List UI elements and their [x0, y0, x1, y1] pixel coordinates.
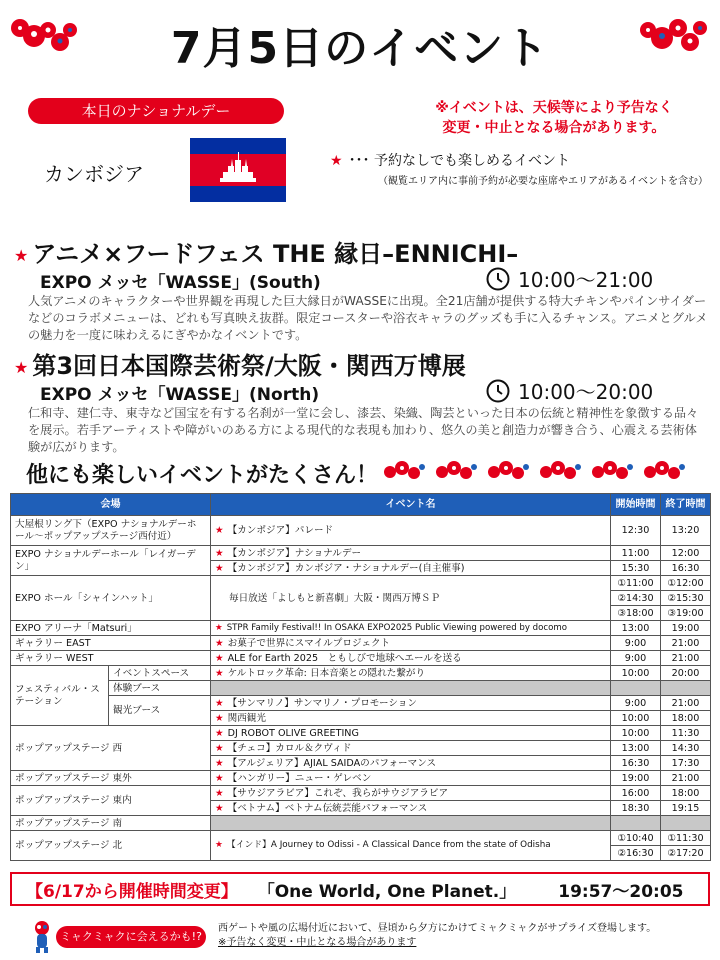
star-icon: ★	[14, 245, 29, 265]
end-time: 21:00	[661, 771, 711, 786]
table-row	[11, 576, 711, 591]
event-cell: ★ ケルトロック革命: 日本音楽との隠れた繋がり	[211, 666, 611, 681]
expo-logo-right	[636, 14, 710, 58]
event-cell: ★ お菓子で世界にスマイルプロジェクト	[211, 636, 611, 651]
clock-icon	[486, 379, 510, 403]
header-start: 開始時間	[611, 494, 661, 516]
event-cell: ★ 【ハンガリー】ニュー・ゲレベン	[211, 771, 611, 786]
end-time: 17:30	[661, 756, 711, 771]
table-row	[11, 651, 711, 666]
end-time: ②15:30	[661, 591, 711, 606]
table-row	[11, 696, 711, 711]
decoration-icon	[642, 458, 686, 484]
event-cell: ★ 【サウジアラビア】これぞ、我らがサウジアラビア	[211, 786, 611, 801]
event-cell: ★ 【ベトナム】ベトナム伝統芸能パフォーマンス	[211, 801, 611, 816]
decoration-icon	[434, 458, 478, 484]
legend	[330, 150, 708, 187]
table-row	[11, 816, 711, 831]
venue-cell: ポップアップステージ 東内	[11, 786, 211, 816]
end-time: 16:30	[661, 561, 711, 576]
star-icon: ★	[215, 525, 224, 536]
show-title: 「One World, One Planet.」	[257, 881, 517, 902]
star-icon: ★	[215, 652, 224, 664]
empty-cell	[611, 816, 661, 831]
end-time: 21:00	[661, 696, 711, 711]
start-time: ①11:00	[611, 576, 661, 591]
star-icon: ★	[215, 742, 224, 754]
start-time: 9:00	[611, 636, 661, 651]
table-row	[11, 546, 711, 561]
table-row	[11, 726, 711, 741]
start-time: ②14:30	[611, 591, 661, 606]
page-title: 7月5日のイベント	[170, 23, 550, 74]
show-time: 19:57～20:05	[558, 881, 684, 902]
event-cell: ★ STPR Family Festival!! In OSAKA EXPO2025 Public Viewing powered by docomo	[211, 621, 611, 636]
decoration-icon	[538, 458, 582, 484]
event-time: 10:00～20:00	[486, 376, 653, 405]
event-cell: ★ 【チェコ】カロル＆クヴィド	[211, 741, 611, 756]
star-icon: ★	[215, 547, 224, 559]
end-time: ③19:00	[661, 606, 711, 621]
event-description: 仁和寺、建仁寺、東寺など国宝を有する名刹が一堂に会し、漆芸、染織、陶芸といった日本の伝統と精神性を象徴する品々を展示。若手アーティストや障がいのある方による現代的な表現も加わり、悠久の美と創造力が響き合う、心震える芸術体験が広がります。	[28, 406, 699, 454]
header-event: イベント名	[211, 494, 611, 516]
start-time: 16:00	[611, 786, 661, 801]
star-icon: ★	[215, 727, 224, 739]
start-time: ③18:00	[611, 606, 661, 621]
decoration-icon	[382, 458, 426, 484]
event-cell: ★ ALE for Earth 2025 ともしびで地球へエールを送る	[211, 651, 611, 666]
venue-cell: ギャラリー EAST	[11, 636, 211, 651]
star-icon: ★	[215, 772, 224, 784]
sub-venue-cell: イベントスペース	[109, 666, 211, 681]
end-time: 21:00	[661, 636, 711, 651]
event-cell: ★ DJ ROBOT OLIVE GREETING	[211, 726, 611, 741]
start-time: 11:00	[611, 546, 661, 561]
end-time: 19:15	[661, 801, 711, 816]
table-header-row	[11, 494, 711, 516]
star-icon: ★	[215, 787, 224, 799]
start-time: 15:30	[611, 561, 661, 576]
event-cell: 毎日放送「よしもと新喜劇」大阪・関西万博ＳＰ	[211, 576, 611, 621]
star-icon: ★	[215, 712, 224, 724]
mascot-icon	[30, 920, 54, 954]
event-cell: ★ 関西観光	[211, 711, 611, 726]
end-time: ②17:20	[661, 846, 711, 861]
event-description: 人気アニメのキャラクターや世界観を再現した巨大縁日がWASSEに出現。全21店舗が提供する特大チキンやパインサイダーなどのコラボメニューは、どれも写真映え抜群。限定コースターや浴衣キャラのグッズも手に入るチャンス。アニメとグルメの魅力を一度に味わえるにぎやかなイベントです。	[28, 294, 708, 342]
event-cell: ★ 【カンボジア】カンボジア・ナショナルデー(自主催事)	[211, 561, 611, 576]
end-time: 18:00	[661, 711, 711, 726]
event-venue: EXPO メッセ「WASSE」(North)	[40, 385, 320, 405]
venue-cell: ポップアップステージ 南	[11, 816, 211, 831]
table-row	[11, 681, 711, 696]
venue-cell: フェスティバル・ステーション	[11, 666, 109, 726]
end-time: 21:00	[661, 651, 711, 666]
star-icon: ★	[215, 562, 224, 574]
empty-cell	[611, 681, 661, 696]
table-row	[11, 636, 711, 651]
empty-cell	[661, 816, 711, 831]
start-time: 10:00	[611, 726, 661, 741]
table-row	[11, 831, 711, 846]
empty-cell	[211, 816, 611, 831]
empty-cell	[661, 681, 711, 696]
end-time: ①11:30	[661, 831, 711, 846]
event-cell: ★ 【カンボジア】パレード	[211, 516, 611, 546]
event-cell: ★ 【インド】A Journey to Odissi - A Classical Dance from the state of Odisha	[211, 831, 611, 861]
star-icon: ★	[215, 622, 223, 633]
start-time: 13:00	[611, 741, 661, 756]
star-icon: ★	[215, 667, 224, 679]
end-time: 20:00	[661, 666, 711, 681]
star-icon: ★	[215, 840, 223, 850]
end-time: 12:00	[661, 546, 711, 561]
star-icon: ★	[14, 357, 29, 377]
venue-cell: EXPO アリーナ「Matsuri」	[11, 621, 211, 636]
event-title: ★ アニメ×フードフェス THE 縁日–ENNICHI–	[14, 240, 519, 268]
star-icon: ★	[215, 637, 224, 649]
time-change-label: 【6/17から開催時間変更】	[26, 881, 238, 902]
header-venue: 会場	[11, 494, 211, 516]
start-time: 19:00	[611, 771, 661, 786]
national-day-pill: 本日のナショナルデー	[28, 98, 284, 124]
sub-venue-cell: 観光ブース	[109, 696, 211, 726]
event-title: ★ 第3回日本国際芸術祭/大阪・関西万博展	[14, 352, 466, 380]
start-time: 9:00	[611, 696, 661, 711]
schedule-table	[10, 493, 711, 861]
venue-cell: ポップアップステージ 北	[11, 831, 211, 861]
venue-cell: ポップアップステージ 西	[11, 726, 211, 771]
venue-cell: 大屋根リング下（EXPO ナショナルデーホール～ポップアップステージ西付近）	[11, 516, 211, 546]
end-time: ①12:00	[661, 576, 711, 591]
event-venue: EXPO メッセ「WASSE」(South)	[40, 273, 321, 293]
end-time: 14:30	[661, 741, 711, 756]
end-time: 19:00	[661, 621, 711, 636]
legend-text: ･･･ 予約なしでも楽しめるイベント	[348, 153, 571, 169]
time-change-banner	[10, 872, 710, 906]
myaku-pill: ミャクミャクに会えるかも!?	[56, 926, 206, 948]
end-time: 18:00	[661, 786, 711, 801]
start-time: ②16:30	[611, 846, 661, 861]
start-time: ①10:40	[611, 831, 661, 846]
national-day-country: カンボジア	[44, 162, 144, 186]
venue-cell: EXPO ホール「シャインハット」	[11, 576, 211, 621]
empty-cell	[211, 681, 611, 696]
decoration-icon	[590, 458, 634, 484]
table-row	[11, 771, 711, 786]
start-time: 10:00	[611, 666, 661, 681]
clock-icon	[486, 267, 510, 291]
start-time: 9:00	[611, 651, 661, 666]
end-time: 11:30	[661, 726, 711, 741]
start-time: 18:30	[611, 801, 661, 816]
start-time: 12:30	[611, 516, 661, 546]
table-row	[11, 516, 711, 546]
star-icon: ★	[330, 153, 343, 169]
table-row	[11, 621, 711, 636]
cambodia-flag-icon	[190, 138, 286, 202]
end-time: 13:20	[661, 516, 711, 546]
sub-venue-cell: 体験ブース	[109, 681, 211, 696]
decoration-icon	[486, 458, 530, 484]
event-cell: ★ 【アルジェリア】AJIAL SAIDAのパフォーマンス	[211, 756, 611, 771]
notice-text: ※イベントは、天候等により予告なく 変更・中止となる場合があります。	[435, 100, 673, 136]
venue-cell: ギャラリー WEST	[11, 651, 211, 666]
venue-cell: EXPO ナショナルデーホール「レイガーデン」	[11, 546, 211, 576]
event-cell: ★ 【サンマリノ】サンマリノ・プロモーション	[211, 696, 611, 711]
event-time: 10:00～21:00	[486, 264, 653, 293]
more-events-heading: 他にも楽しいイベントがたくさん！	[26, 463, 379, 488]
event-cell: ★ 【カンボジア】ナショナルデー	[211, 546, 611, 561]
table-row	[11, 786, 711, 801]
start-time: 13:00	[611, 621, 661, 636]
start-time: 10:00	[611, 711, 661, 726]
venue-cell: ポップアップステージ 東外	[11, 771, 211, 786]
myaku-text: 西ゲートや風の広場付近において、昼頃から夕方にかけてミャクミャクがサプライズ登場します。 ※予告なく変更・中止となる場合があります	[218, 923, 657, 948]
start-time: 16:30	[611, 756, 661, 771]
header-end: 終了時間	[661, 494, 711, 516]
star-icon: ★	[215, 802, 224, 814]
legend-subtext: （観覧エリア内に事前予約が必要な座席やエリアがあるイベントを含む）	[378, 176, 708, 187]
table-row	[11, 666, 711, 681]
star-icon: ★	[215, 697, 224, 709]
star-icon: ★	[215, 757, 224, 769]
